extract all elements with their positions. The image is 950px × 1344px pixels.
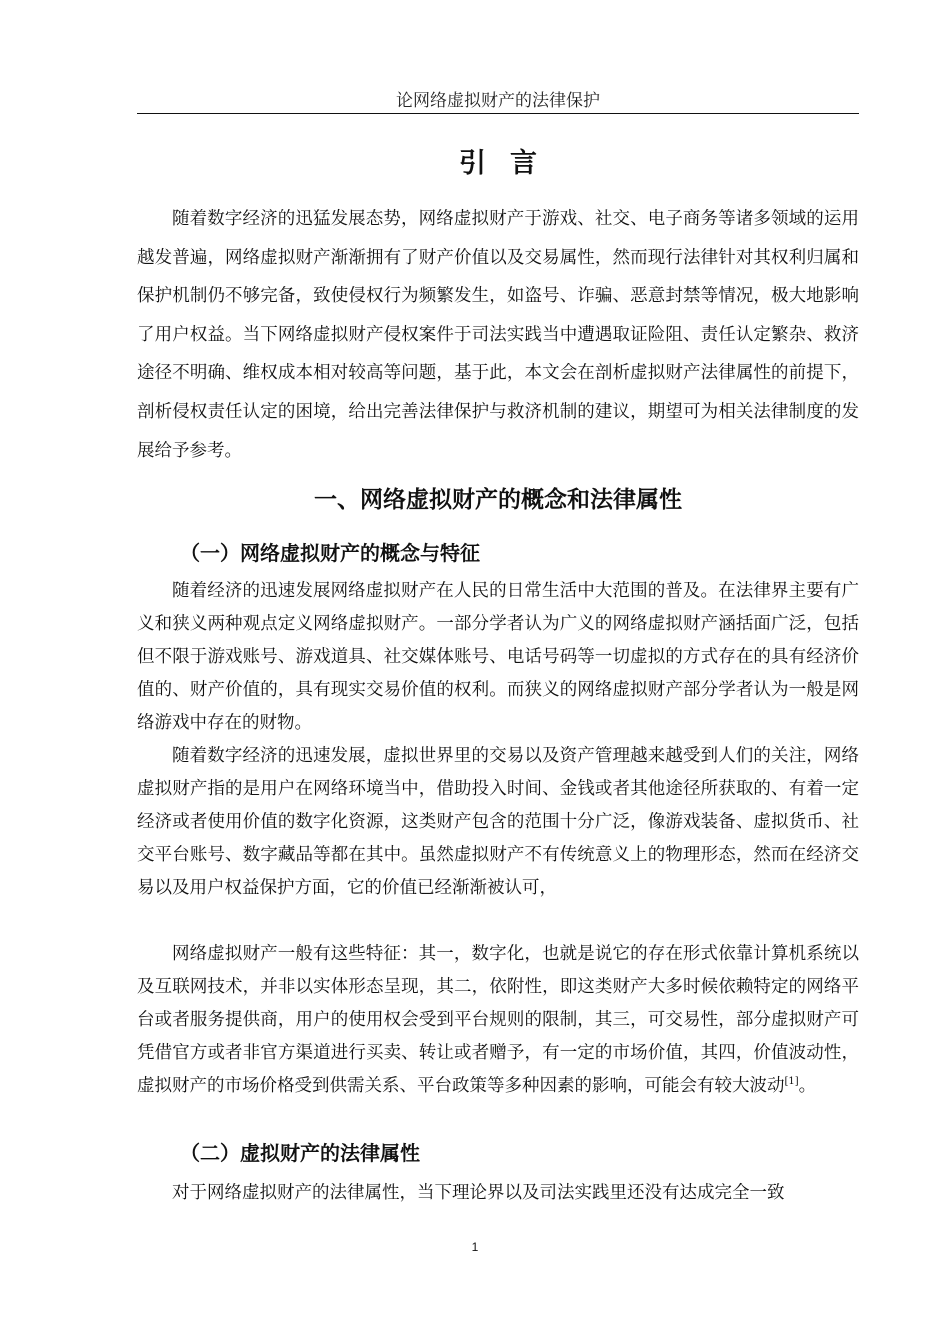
citation-reference[interactable]: [1] xyxy=(784,1076,799,1088)
page-number: 1 xyxy=(471,1240,479,1254)
intro-paragraph: 随着数字经济的迅猛发展态势，网络虚拟财产于游戏、社交、电子商务等诸多领域的运用越发普遍，网络虚拟财产渐渐拥有了财产价值以及交易属性，然而现行法律针对其权利归属和保护机制仍不够完备，致使侵权行为频繁发生，如盗号、诈骗、恶意封禁等情况，极大地影响了用户权益。当下网络虚拟财产侵权案件于司法实践当中遭遇取证险阻、责任认定繁杂、救济途径不明确、维权成本相对较高等问题，基于此，本文会在剖析虚拟财产法律属性的前提下，剖析侵权责任认定的困境，给出完善法律保护与救济机制的建议，期望可为相关法律制度的发展给予参考。 xyxy=(137,209,859,461)
body-paragraph-definition: 随着经济的迅速发展网络虚拟财产在人民的日常生活中大范围的普及。在法律界主要有广义和狭义两种观点定义网络虚拟财产。一部分学者认为广义的网络虚拟财产涵括面广泛，包括但不限于游戏账号、游戏道具、社交媒体账号、电话号码等一切虚拟的方式存在的具有经济价值的、财产价值的，具有现实交易价值的权利。而狭义的网络虚拟财产部分学者认为一般是网络游戏中存在的财物。 xyxy=(137,581,859,733)
characteristics-text: 网络虚拟财产一般有这些特征：其一，数字化，也就是说它的存在形式依靠计算机系统以及互联网技术，并非以实体形态呈现，其二，依附性，即这类财产大多时候依赖特定的网络平台或者服务提供商，用户的使用权会受到平台规则的限制，其三，可交易性，部分虚拟财产可凭借官方或者非官方渠道进行买卖、转让或者赠予，有一定的市场价值，其四，价值波动性，虚拟财产的市场价格受到供需关系、平台政策等多种因素的影响，可能会有较大波动 xyxy=(137,944,859,1096)
body-paragraph-characteristics xyxy=(137,938,859,1103)
characteristics-end-punctuation: 。 xyxy=(798,1076,817,1096)
running-header-title: 论网络虚拟财产的法律保护 xyxy=(396,91,600,111)
subsection-heading-2: （二）虚拟财产的法律属性 xyxy=(180,1141,420,1165)
section-heading-1: 一、网络虚拟财产的概念和法律属性 xyxy=(314,487,682,513)
chapter-title: 引言 xyxy=(459,148,561,179)
subsection-heading-1: （一）网络虚拟财产的概念与特征 xyxy=(180,541,480,565)
header-divider xyxy=(137,113,859,114)
body-paragraph-digital-economy: 随着数字经济的迅速发展，虚拟世界里的交易以及资产管理越来越受到人们的关注，网络虚拟财产指的是用户在网络环境当中，借助投入时间、金钱或者其他途径所获取的、有着一定经济或者使用价值的数字化资源，这类财产包含的范围十分广泛，像游戏装备、虚拟货币、社交平台账号、数字藏品等都在其中。虽然虚拟财产不有传统意义上的物理形态，然而在经济交易以及用户权益保护方面，它的价值已经渐渐被认可， xyxy=(137,746,859,898)
body-paragraph-legal-attributes: 对于网络虚拟财产的法律属性，当下理论界以及司法实践里还没有达成完全一致 xyxy=(172,1183,785,1203)
